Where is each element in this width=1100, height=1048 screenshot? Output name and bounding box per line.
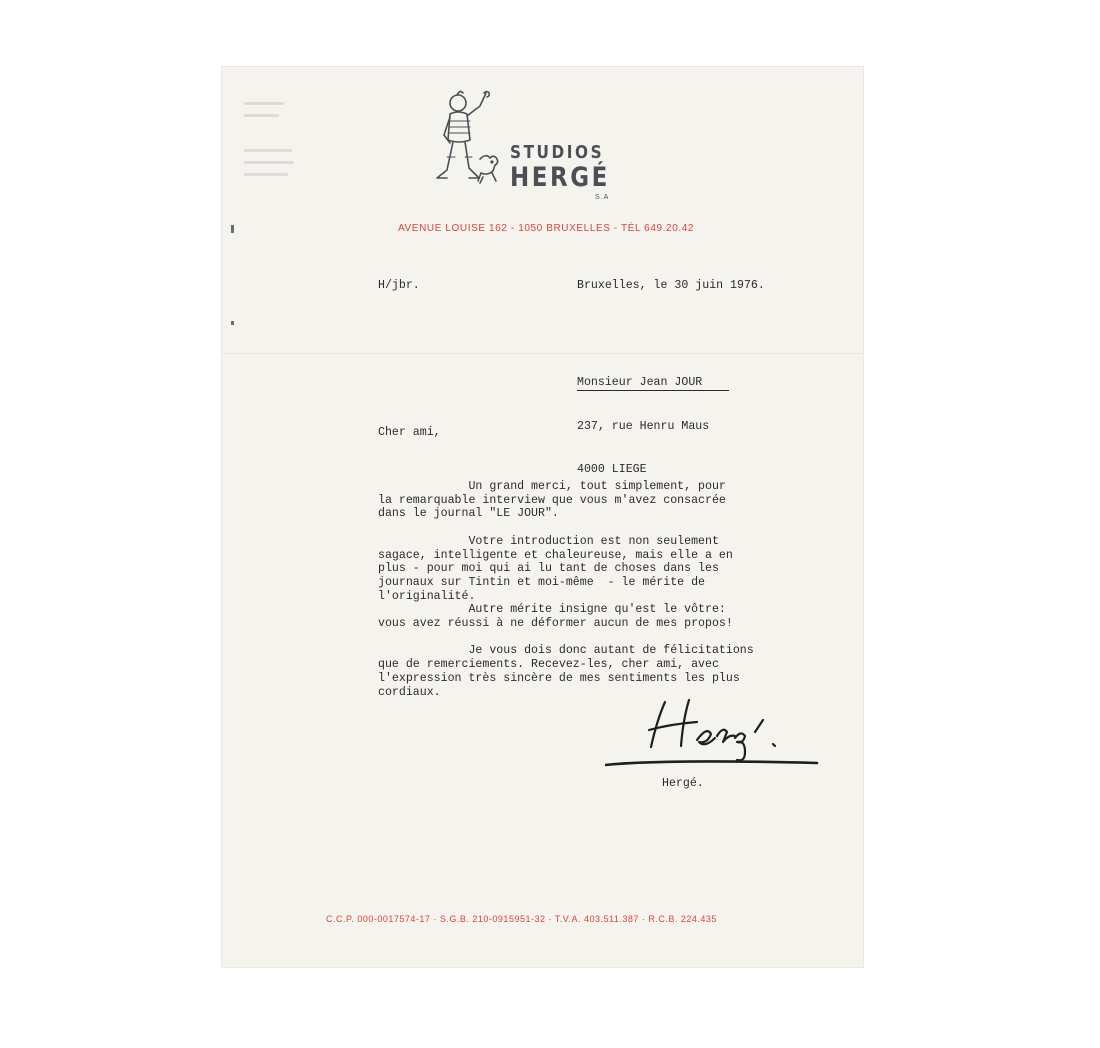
body-line: cordiaux. <box>378 685 441 699</box>
body-line: sagace, intelligente et chaleureuse, mais elle a en <box>378 548 733 562</box>
show-through-marks <box>244 102 299 222</box>
body-line: journaux sur Tintin et moi-même - le mérite de <box>378 575 705 589</box>
body-line: Autre mérite insigne qu'est le vôtre: <box>378 603 726 617</box>
recipient-underline <box>577 390 729 391</box>
brand-line1: STUDIOS <box>510 142 605 163</box>
recipient-line: 4000 LIEGE <box>577 463 647 476</box>
paragraph-gap <box>378 631 754 645</box>
herge-signature <box>605 692 825 772</box>
body-line: l'expression très sincère de mes sentiments les plus <box>378 671 740 685</box>
paper-fold-line <box>222 353 863 354</box>
body-line: l'originalité. <box>378 589 476 603</box>
edge-mark <box>231 225 234 233</box>
tintin-snowy-figure-icon <box>430 87 510 202</box>
letterhead-footer: C.C.P. 000-0017574-17 · S.G.B. 210-0915951-32 · T.V.A. 403.511.387 · R.C.B. 224.435 <box>326 914 717 924</box>
body-line: Je vous dois donc autant de félicitations <box>378 644 754 658</box>
letter-sheet <box>222 67 863 967</box>
letter-date: Bruxelles, le 30 juin 1976. <box>577 279 765 292</box>
recipient-line: 237, rue Henru Maus <box>577 419 710 433</box>
body-line: Un grand merci, tout simplement, pour <box>378 480 726 493</box>
brand-suffix: S.A <box>595 194 610 201</box>
brand-line2: HERGÉ <box>510 162 610 193</box>
signed-name: Hergé. <box>662 777 704 790</box>
body-line: Votre introduction est non seulement <box>378 534 719 548</box>
letterhead-address: AVENUE LOUISE 162 - 1050 BRUXELLES - TÉL 649.20.42 <box>398 223 695 234</box>
reference-code: H/jbr. <box>378 279 420 292</box>
paragraph-gap <box>378 521 754 535</box>
body-line: que de remerciements. Recevez-les, cher ami, avec <box>378 658 719 672</box>
body-line: vous avez réussi à ne déformer aucun de mes propos! <box>378 617 733 631</box>
body-line: la remarquable interview que vous m'avez consacrée <box>378 493 726 507</box>
studios-herge-logo <box>430 87 630 209</box>
body-line: plus - pour moi qui ai lu tant de choses dans les <box>378 562 719 576</box>
salutation: Cher ami, <box>378 426 441 439</box>
recipient-line: Monsieur Jean JOUR <box>577 376 703 389</box>
letter-body <box>378 480 754 699</box>
edge-mark <box>231 321 234 325</box>
body-line: dans le journal "LE JOUR". <box>378 507 559 521</box>
